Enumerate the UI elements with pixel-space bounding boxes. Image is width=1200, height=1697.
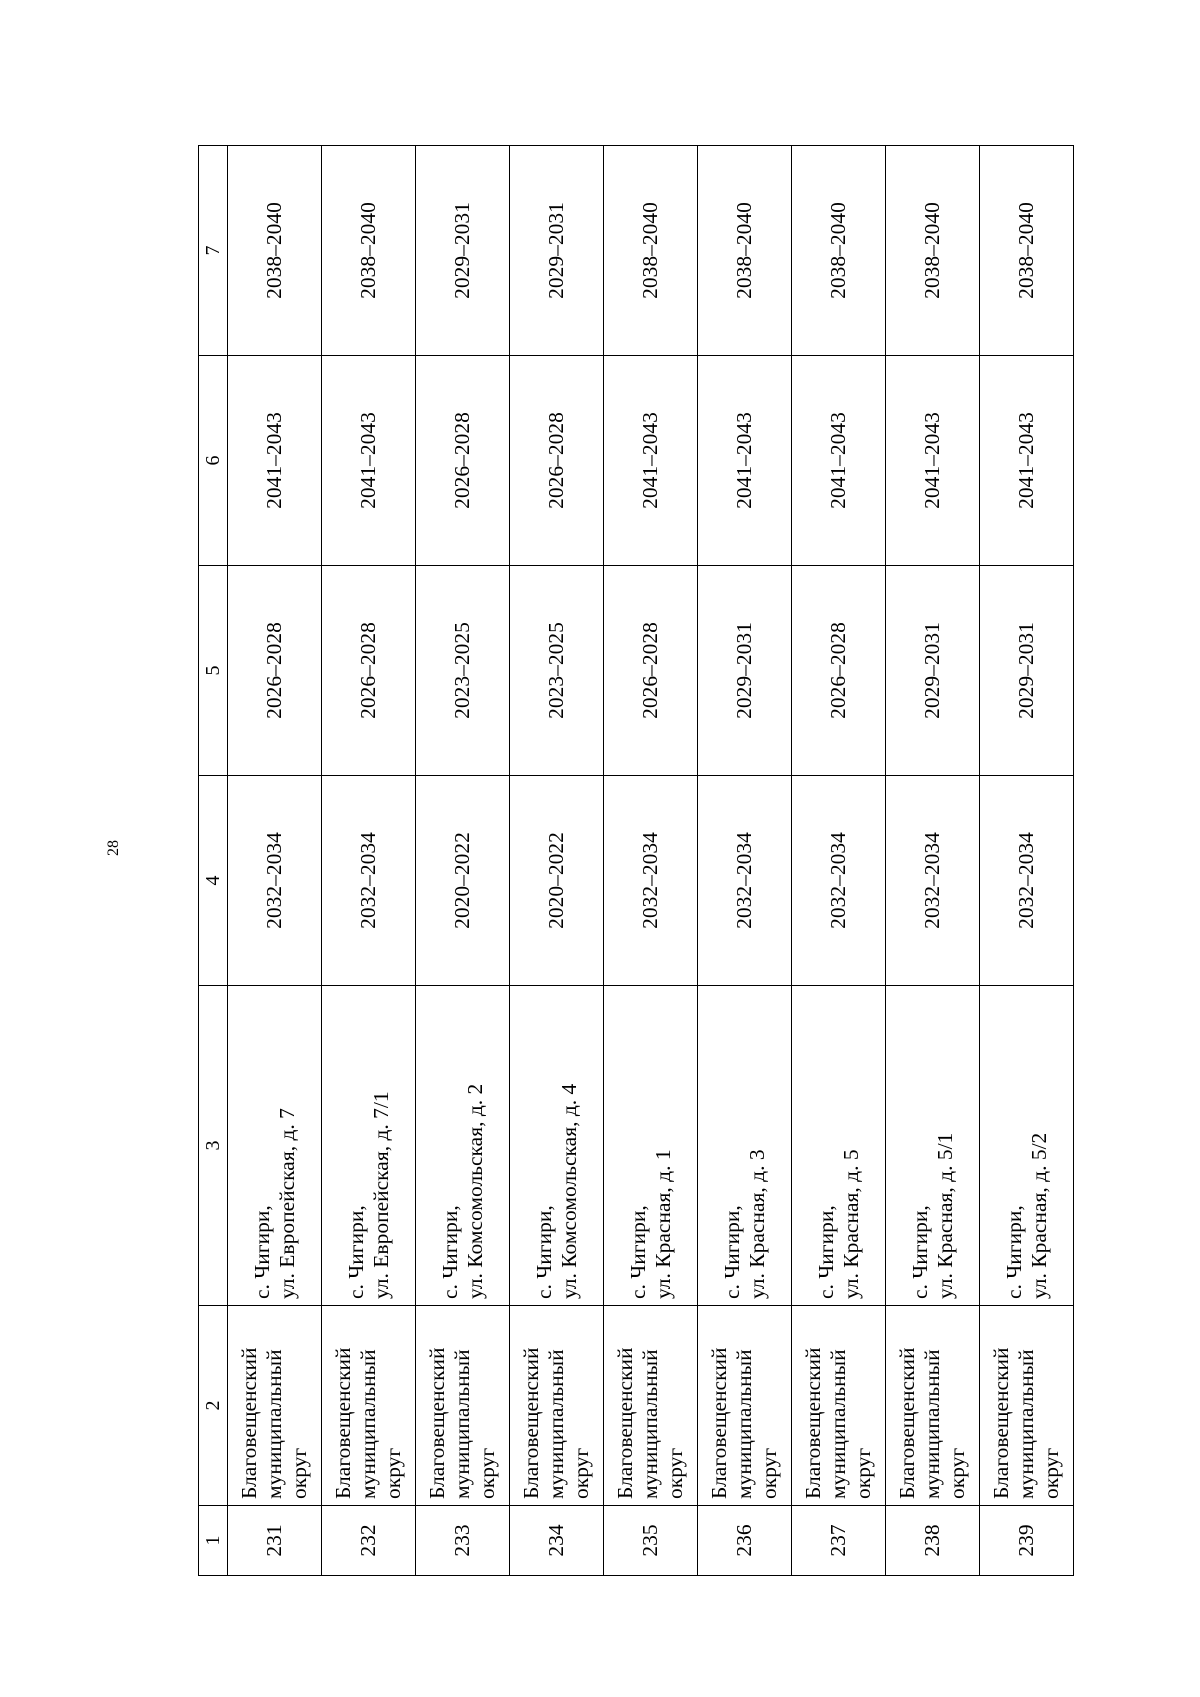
district-cell xyxy=(698,1306,792,1506)
period-cell-c5: 2026–2028 xyxy=(228,566,322,776)
cell-line: ул. Красная, д. 5/1 xyxy=(932,1132,957,1299)
table-header xyxy=(199,146,228,1576)
period-cell-c7: 2038–2040 xyxy=(322,146,416,356)
period-cell-c6: 2041–2043 xyxy=(886,356,980,566)
period-cell-c4: 2032–2034 xyxy=(980,776,1074,986)
column-header: 5 xyxy=(199,566,228,776)
period-cell-c7: 2038–2040 xyxy=(886,146,980,356)
period-cell-c4: 2020–2022 xyxy=(416,776,510,986)
row-number-cell: 237 xyxy=(792,1506,886,1576)
period-cell-c7: 2038–2040 xyxy=(698,146,792,356)
period-cell-c4: 2032–2034 xyxy=(698,776,792,986)
row-number-cell: 234 xyxy=(510,1506,604,1576)
table-row xyxy=(322,146,416,1576)
row-number-cell: 236 xyxy=(698,1506,792,1576)
table-row xyxy=(792,146,886,1576)
period-cell-c7: 2038–2040 xyxy=(228,146,322,356)
cell-line: муниципальный xyxy=(638,1349,663,1499)
period-cell-c7: 2029–2031 xyxy=(416,146,510,356)
cell-line: Благовещенский xyxy=(707,1347,732,1499)
cell-line: ул. Красная, д. 5 xyxy=(838,1149,863,1299)
cell-line: с. Чигири, xyxy=(719,1205,744,1299)
district-cell xyxy=(228,1306,322,1506)
row-number-cell: 231 xyxy=(228,1506,322,1576)
cell-line: муниципальный xyxy=(920,1349,945,1499)
address-cell xyxy=(322,986,416,1306)
cell-line: округ xyxy=(850,1447,875,1499)
cell-line: округ xyxy=(286,1447,311,1499)
period-cell-c4: 2032–2034 xyxy=(886,776,980,986)
period-cell-c5: 2023–2025 xyxy=(416,566,510,776)
cell-line: муниципальный xyxy=(826,1349,851,1499)
district-cell xyxy=(886,1306,980,1506)
district-cell xyxy=(980,1306,1074,1506)
column-header: 7 xyxy=(199,146,228,356)
period-cell-c7: 2038–2040 xyxy=(604,146,698,356)
district-cell xyxy=(416,1306,510,1506)
row-number-cell: 235 xyxy=(604,1506,698,1576)
address-cell xyxy=(980,986,1074,1306)
table-row xyxy=(510,146,604,1576)
period-cell-c6: 2041–2043 xyxy=(228,356,322,566)
cell-line: муниципальный xyxy=(356,1349,381,1499)
period-cell-c4: 2032–2034 xyxy=(604,776,698,986)
cell-line: Благовещенский xyxy=(895,1347,920,1499)
period-cell-c6: 2026–2028 xyxy=(416,356,510,566)
cell-line: округ xyxy=(380,1447,405,1499)
cell-line: ул. Европейская, д. 7/1 xyxy=(368,1091,393,1299)
cell-line: с. Чигири, xyxy=(1001,1205,1026,1299)
table-row xyxy=(604,146,698,1576)
period-cell-c6: 2026–2028 xyxy=(510,356,604,566)
cell-line: муниципальный xyxy=(732,1349,757,1499)
address-cell xyxy=(228,986,322,1306)
cell-line: округ xyxy=(756,1447,781,1499)
column-header: 6 xyxy=(199,356,228,566)
cell-line: Благовещенский xyxy=(519,1347,544,1499)
cell-line: Благовещенский xyxy=(331,1347,356,1499)
cell-line: с. Чигири, xyxy=(907,1205,932,1299)
cell-line: ул. Европейская, д. 7 xyxy=(274,1108,299,1299)
cell-line: Благовещенский xyxy=(801,1347,826,1499)
address-cell xyxy=(792,986,886,1306)
cell-line: Благовещенский xyxy=(237,1347,262,1499)
cell-line: округ xyxy=(1038,1447,1063,1499)
cell-line: с. Чигири, xyxy=(437,1205,462,1299)
period-cell-c6: 2041–2043 xyxy=(980,356,1074,566)
period-cell-c5: 2029–2031 xyxy=(980,566,1074,776)
cell-line: с. Чигири, xyxy=(531,1205,556,1299)
period-cell-c5: 2026–2028 xyxy=(604,566,698,776)
cell-line: с. Чигири, xyxy=(813,1205,838,1299)
period-cell-c6: 2041–2043 xyxy=(322,356,416,566)
period-cell-c7: 2038–2040 xyxy=(792,146,886,356)
table-row xyxy=(698,146,792,1576)
column-header: 4 xyxy=(199,776,228,986)
period-cell-c4: 2032–2034 xyxy=(792,776,886,986)
period-cell-c4: 2020–2022 xyxy=(510,776,604,986)
row-number-cell: 232 xyxy=(322,1506,416,1576)
cell-line: ул. Красная, д. 1 xyxy=(650,1149,675,1299)
address-cell xyxy=(604,986,698,1306)
page-number: 28 xyxy=(105,840,122,856)
row-number-cell: 238 xyxy=(886,1506,980,1576)
address-cell xyxy=(698,986,792,1306)
column-header: 1 xyxy=(199,1506,228,1576)
period-cell-c5: 2029–2031 xyxy=(886,566,980,776)
cell-line: ул. Красная, д. 3 xyxy=(744,1149,769,1299)
header-row xyxy=(199,146,228,1576)
cell-line: муниципальный xyxy=(262,1349,287,1499)
district-cell xyxy=(604,1306,698,1506)
period-cell-c4: 2032–2034 xyxy=(322,776,416,986)
table-row xyxy=(886,146,980,1576)
period-cell-c6: 2041–2043 xyxy=(792,356,886,566)
cell-line: ул. Комсомольская, д. 4 xyxy=(556,1083,581,1299)
cell-line: округ xyxy=(474,1447,499,1499)
cell-line: ул. Красная, д. 5/2 xyxy=(1026,1132,1051,1299)
period-cell-c7: 2029–2031 xyxy=(510,146,604,356)
cell-line: ул. Комсомольская, д. 2 xyxy=(462,1083,487,1299)
address-cell xyxy=(510,986,604,1306)
row-number-cell: 233 xyxy=(416,1506,510,1576)
period-cell-c5: 2026–2028 xyxy=(322,566,416,776)
period-cell-c7: 2038–2040 xyxy=(980,146,1074,356)
period-cell-c4: 2032–2034 xyxy=(228,776,322,986)
cell-line: округ xyxy=(568,1447,593,1499)
cell-line: округ xyxy=(662,1447,687,1499)
district-cell xyxy=(322,1306,416,1506)
period-cell-c5: 2029–2031 xyxy=(698,566,792,776)
cell-line: Благовещенский xyxy=(425,1347,450,1499)
cell-line: с. Чигири, xyxy=(625,1205,650,1299)
table-row xyxy=(980,146,1074,1576)
table-body xyxy=(228,146,1074,1576)
period-cell-c5: 2023–2025 xyxy=(510,566,604,776)
cell-line: округ xyxy=(944,1447,969,1499)
period-cell-c6: 2041–2043 xyxy=(604,356,698,566)
cell-line: муниципальный xyxy=(450,1349,475,1499)
district-cell xyxy=(510,1306,604,1506)
table-row xyxy=(416,146,510,1576)
cell-line: с. Чигири, xyxy=(249,1205,274,1299)
period-cell-c5: 2026–2028 xyxy=(792,566,886,776)
cell-line: муниципальный xyxy=(544,1349,569,1499)
table-row xyxy=(228,146,322,1576)
cell-line: Благовещенский xyxy=(989,1347,1014,1499)
row-number-cell: 239 xyxy=(980,1506,1074,1576)
column-header: 3 xyxy=(199,986,228,1306)
address-cell xyxy=(416,986,510,1306)
cell-line: Благовещенский xyxy=(613,1347,638,1499)
period-cell-c6: 2041–2043 xyxy=(698,356,792,566)
district-cell xyxy=(792,1306,886,1506)
address-cell xyxy=(886,986,980,1306)
data-table xyxy=(198,145,1074,1576)
column-header: 2 xyxy=(199,1306,228,1506)
cell-line: муниципальный xyxy=(1014,1349,1039,1499)
cell-line: с. Чигири, xyxy=(343,1205,368,1299)
